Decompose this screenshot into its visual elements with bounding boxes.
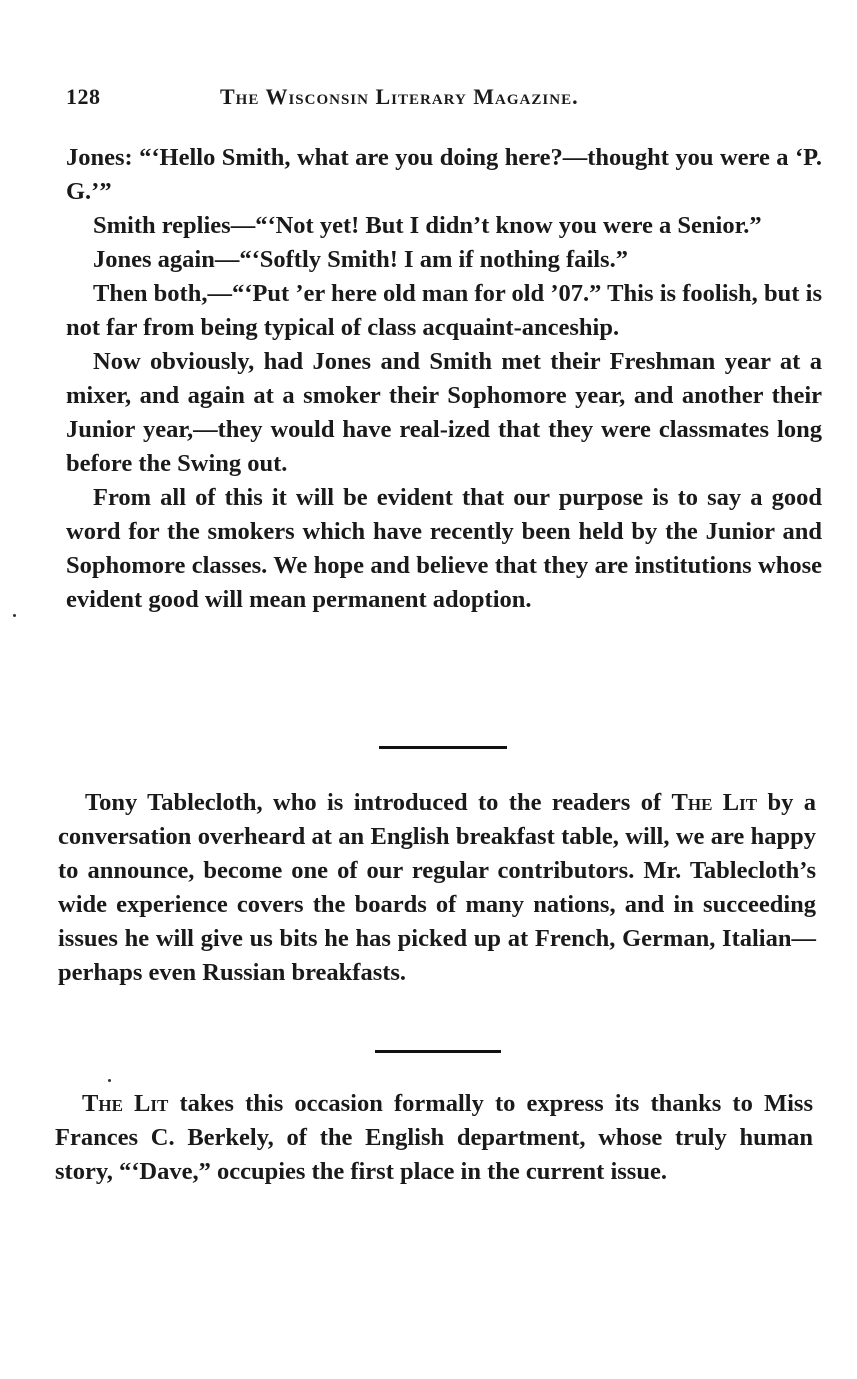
paragraph: Now obviously, had Jones and Smith met their Freshman year at a mixer, and again at a smoker their Sophomore year, and another their Junior year,—they would have real-ized that they were classmates long before the Swing out. <box>66 348 822 477</box>
page-number: 128 <box>66 84 101 109</box>
paragraph <box>58 786 816 990</box>
running-header <box>66 84 826 118</box>
magazine-name: The Lit <box>671 789 758 816</box>
paragraph <box>55 1087 813 1189</box>
ink-speck <box>13 614 16 617</box>
paragraph: From all of this it will be evident that our purpose is to say a good word for the smokers which have recently been held by the Junior and Sophomore classes. We hope and believe that they are institutions whose evident good will mean permanent adoption. <box>66 484 822 613</box>
paragraph-body: by a conversation overheard at an English breakfast table, will, we are happy to announce, become one of our regular contributors. Mr. Tablecloth’s wide experience covers the boards of many nations, and in succeeding issues he will give us bits he has picked up at French, German, Italian—perhaps even Russian breakfasts. <box>58 789 816 986</box>
dialogue-section <box>66 141 822 617</box>
section-divider <box>375 1050 501 1053</box>
paragraph: Jones again—“‘Softly Smith! I am if nothing fails.” <box>93 246 628 273</box>
magazine-name: The Lit <box>82 1090 169 1117</box>
section-divider <box>379 746 507 749</box>
journal-title: The Wisconsin Literary Magazine. <box>220 84 579 109</box>
paragraph: Then both,—“‘Put ’er here old man for old ’07.” This is foolish, but is not far from being typical of class acquaint-anceship. <box>66 280 822 341</box>
ink-speck <box>108 1079 111 1082</box>
paragraph-body: takes this occasion formally to express its thanks to Miss Frances C. Berkely, of the English department, whose truly human story, “‘Dave,” occupies the first place in the current issue. <box>55 1090 813 1185</box>
paragraph: Smith replies—“‘Not yet! But I didn’t know you were a Senior.” <box>93 212 762 239</box>
paragraph-lead: Tony Tablecloth, who is introduced to the readers of <box>85 789 672 816</box>
paragraph: Jones: “‘Hello Smith, what are you doing here?—thought you were a ‘P. G.’” <box>66 144 822 205</box>
tablecloth-announcement <box>58 786 816 990</box>
thanks-note <box>55 1087 813 1189</box>
